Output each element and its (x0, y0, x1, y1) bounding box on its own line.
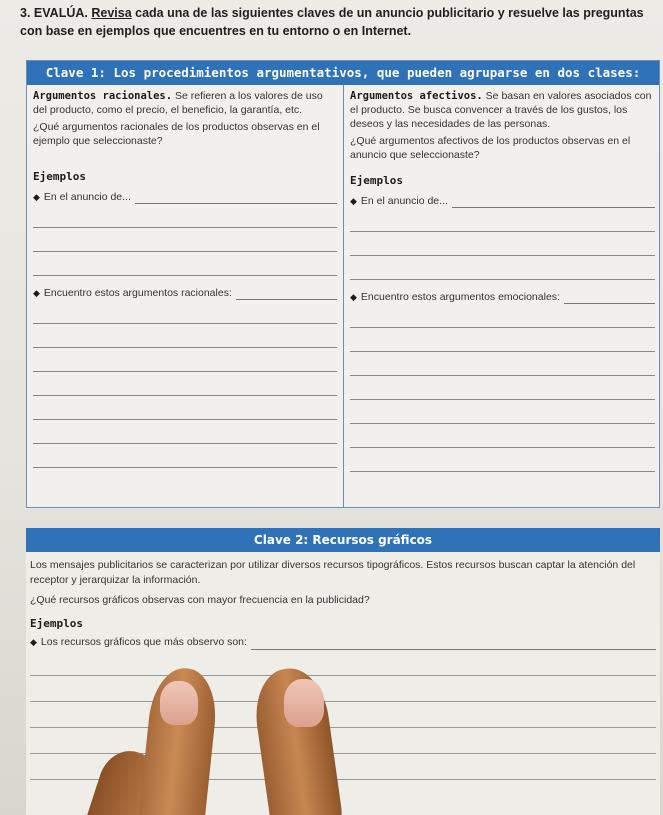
clave1-left-column (27, 85, 344, 507)
racionales-desc: Se refieren a los valores de uso del producto, como el precio, el beneficio, la garantía, etc. (33, 90, 323, 116)
answer-line[interactable] (350, 328, 655, 352)
answer-line[interactable] (33, 420, 337, 444)
answer-line[interactable] (350, 256, 655, 280)
right-bullet2-text: Encuentro estos argumentos emocionales: (360, 291, 560, 303)
answer-line[interactable] (30, 702, 656, 728)
answer-line[interactable] (30, 728, 656, 754)
answer-line[interactable] (350, 352, 655, 376)
answer-line[interactable] (350, 208, 655, 232)
answer-line[interactable] (33, 372, 337, 396)
answer-blank[interactable] (236, 288, 337, 300)
clave2-examples-label: Ejemplos (30, 617, 83, 630)
bullet-icon: ◆ (33, 192, 40, 202)
instruction-verb: Revisa (91, 6, 132, 20)
clave1-title: Clave 1: Los procedimientos argumentativos, que pueden agruparse en dos clases: (27, 61, 659, 85)
answer-line[interactable] (350, 448, 655, 472)
clave1-right-column (344, 85, 661, 507)
racionales-heading: Argumentos racionales. (33, 90, 173, 102)
right-bullet1-text: En el anuncio de... (360, 195, 448, 207)
bullet-icon: ◆ (30, 637, 37, 647)
clave2-question: ¿Qué recursos gráficos observas con mayor frecuencia en la publicidad? (30, 594, 370, 606)
clave2-bullet (30, 635, 656, 650)
right-examples-label: Ejemplos (350, 174, 403, 187)
left-bullet2-text: Encuentro estos argumentos racionales: (43, 287, 232, 299)
clave2-bullet1-text: Los recursos gráficos que más observo son: (40, 636, 247, 648)
answer-line[interactable] (33, 348, 337, 372)
answer-line[interactable] (33, 396, 337, 420)
clave2-title: Clave 2: Recursos gráficos (26, 528, 660, 552)
answer-line[interactable] (350, 400, 655, 424)
answer-line[interactable] (350, 304, 655, 328)
clave1-box (26, 60, 660, 508)
answer-line[interactable] (350, 424, 655, 448)
answer-line[interactable] (350, 232, 655, 256)
left-bullet1-text: En el anuncio de... (43, 191, 131, 203)
bullet-icon: ◆ (350, 292, 357, 302)
clave2-desc: Los mensajes publicitarios se caracterizan por utilizar diversos recursos tipográficos. Estos recursos buscan captar la atención del receptor y jerarquizar la información. (30, 559, 636, 586)
afectivos-question: ¿Qué argumentos afectivos de los productos observas en el anuncio que seleccionaste? (350, 135, 631, 161)
left-examples-label: Ejemplos (33, 170, 86, 183)
answer-blank[interactable] (452, 196, 655, 208)
racionales-question: ¿Qué argumentos racionales de los productos observas en el ejemplo que seleccionaste? (33, 121, 320, 147)
answer-blank[interactable] (135, 192, 337, 204)
answer-blank[interactable] (564, 292, 655, 304)
answer-line[interactable] (30, 676, 656, 702)
fingernail (284, 679, 324, 727)
left-bullet-anuncio (33, 190, 337, 204)
right-bullet-anuncio (350, 194, 655, 208)
fingernail (160, 681, 198, 725)
answer-line[interactable] (33, 444, 337, 468)
answer-line[interactable] (30, 650, 656, 676)
answer-line[interactable] (33, 204, 337, 228)
instruction-text: cada una de las siguientes claves de un anuncio publicitario y resuelve las preguntas con base en ejemplos que encuentres en tu entorno o en Internet. (20, 6, 644, 38)
afectivos-heading: Argumentos afectivos. (350, 90, 483, 102)
answer-line[interactable] (33, 252, 337, 276)
instruction (20, 4, 660, 40)
instruction-number: 3. (20, 6, 31, 20)
right-bullet-argumentos (350, 290, 655, 304)
answer-line[interactable] (33, 324, 337, 348)
bullet-icon: ◆ (33, 288, 40, 298)
answer-line[interactable] (33, 228, 337, 252)
answer-blank[interactable] (251, 638, 656, 650)
afectivos-desc: Se basan en valores asociados con el producto. Se busca convencer a través de los gustos, los deseos y las necesidades de las personas. (350, 90, 652, 130)
left-bullet-argumentos (33, 286, 337, 300)
instruction-label: EVALÚA. (33, 6, 88, 20)
answer-line[interactable] (33, 300, 337, 324)
bullet-icon: ◆ (350, 196, 357, 206)
answer-line[interactable] (350, 376, 655, 400)
